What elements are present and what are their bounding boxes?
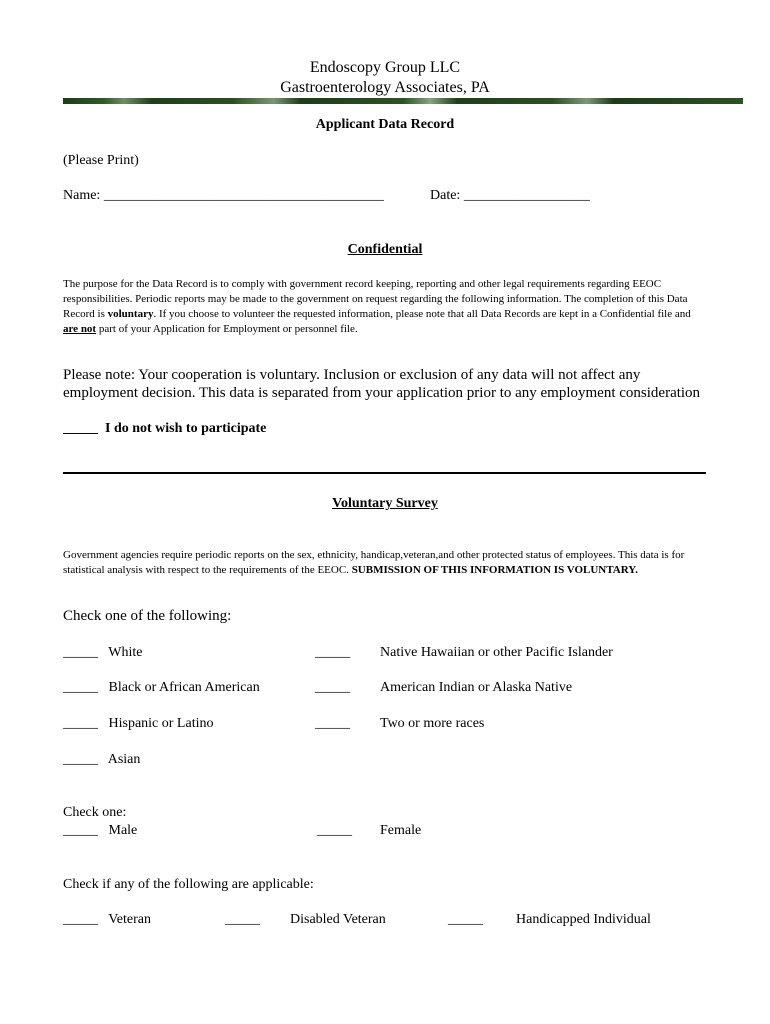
date-blank[interactable]: __________________ [463, 188, 590, 203]
date-field[interactable] [430, 188, 590, 204]
race-option-black[interactable] [63, 680, 260, 696]
status-option-handicapped[interactable] [448, 912, 651, 928]
race-label: American Indian or Alaska Native [380, 680, 573, 695]
check-one-following-label: Check one of the following: [63, 608, 232, 624]
status-label: Disabled Veteran [290, 912, 386, 927]
race-label: White [108, 645, 143, 660]
race-option-native-hawaiian[interactable] [315, 645, 613, 661]
voluntary-emphasis: voluntary [107, 308, 154, 320]
header-decorative-band [63, 98, 743, 104]
survey-heading: Voluntary Survey [332, 496, 438, 511]
gender-label: Male [108, 823, 138, 838]
race-option-two-or-more[interactable] [315, 716, 485, 732]
opt-out-option[interactable] [63, 421, 266, 437]
opt-out-blank[interactable]: _____ [63, 421, 98, 436]
form-title: Applicant Data Record [315, 117, 455, 132]
survey-paragraph [63, 548, 711, 578]
submission-voluntary-emphasis: SUBMISSION OF THIS INFORMATION IS VOLUNTARY. [351, 564, 638, 576]
checkbox-blank[interactable]: _____ [225, 912, 260, 927]
race-label: Two or more races [380, 716, 485, 731]
checkbox-blank[interactable]: _____ [63, 752, 98, 767]
status-label: Veteran [108, 912, 152, 927]
checkbox-blank[interactable]: _____ [315, 716, 350, 731]
confidential-text-1: The purpose for the Data Record is to comply with government record keeping, reporting and other legal requirements regarding EEOC responsibilities. Periodic reports may be made to the government on request regarding the following information. The completion of this Data Record is [63, 278, 688, 320]
note-line-1: Please note: Your cooperation is voluntary. Inclusion or exclusion of any data will not affect any [63, 367, 641, 383]
gender-option-male[interactable] [63, 823, 137, 839]
org-name-line2: Gastroenterology Associates, PA [280, 79, 490, 96]
confidential-text-2: . If you choose to volunteer the requested information, please note that all Data Records are kept in a Confidential file and [153, 308, 691, 320]
race-label: Native Hawaiian or other Pacific Islander [380, 645, 613, 660]
name-label: Name: [63, 188, 101, 203]
confidential-text-3: part of your Application for Employment or personnel file. [96, 323, 358, 335]
status-option-disabled-veteran[interactable] [225, 912, 386, 928]
org-name-line1: Endoscopy Group LLC [309, 59, 461, 76]
are-not-emphasis: are not [63, 323, 97, 335]
name-field[interactable] [63, 188, 384, 204]
checkbox-blank[interactable]: _____ [63, 823, 98, 838]
race-label: Black or African American [108, 680, 260, 695]
note-line-2: employment decision. This data is separated from your application prior to any employment consideration [63, 385, 701, 401]
please-print-note: (Please Print) [63, 153, 139, 168]
checkbox-blank[interactable]: _____ [317, 823, 352, 838]
checkbox-blank[interactable]: _____ [63, 680, 98, 695]
survey-text: Government agencies require periodic reports on the sex, ethnicity, handicap,veteran,and other protected status of employees. This data is for statistical analysis with respect to the requirements of the EEOC. [63, 549, 685, 576]
status-label: Handicapped Individual [516, 912, 651, 927]
check-one-label: Check one: [63, 805, 127, 820]
checkbox-blank[interactable]: _____ [63, 716, 98, 731]
section-divider [63, 472, 706, 474]
race-option-american-indian[interactable] [315, 680, 573, 696]
race-option-hispanic[interactable] [63, 716, 213, 732]
date-label: Date: [430, 188, 461, 203]
opt-out-label: I do not wish to participate [105, 421, 267, 436]
gender-label: Female [380, 823, 422, 838]
gender-option-female[interactable] [317, 823, 422, 839]
confidential-heading: Confidential [347, 242, 423, 257]
checkbox-blank[interactable]: _____ [63, 645, 98, 660]
confidential-paragraph [63, 277, 703, 337]
race-label: Asian [107, 752, 141, 767]
checkbox-blank[interactable]: _____ [63, 912, 98, 927]
race-option-white[interactable] [63, 645, 142, 661]
check-applicable-label: Check if any of the following are applicable: [63, 877, 314, 892]
checkbox-blank[interactable]: _____ [315, 645, 350, 660]
race-label: Hispanic or Latino [108, 716, 214, 731]
race-option-asian[interactable] [63, 752, 140, 768]
status-option-veteran[interactable] [63, 912, 151, 928]
checkbox-blank[interactable]: _____ [315, 680, 350, 695]
name-blank[interactable]: ________________________________________ [103, 188, 384, 203]
checkbox-blank[interactable]: _____ [448, 912, 483, 927]
